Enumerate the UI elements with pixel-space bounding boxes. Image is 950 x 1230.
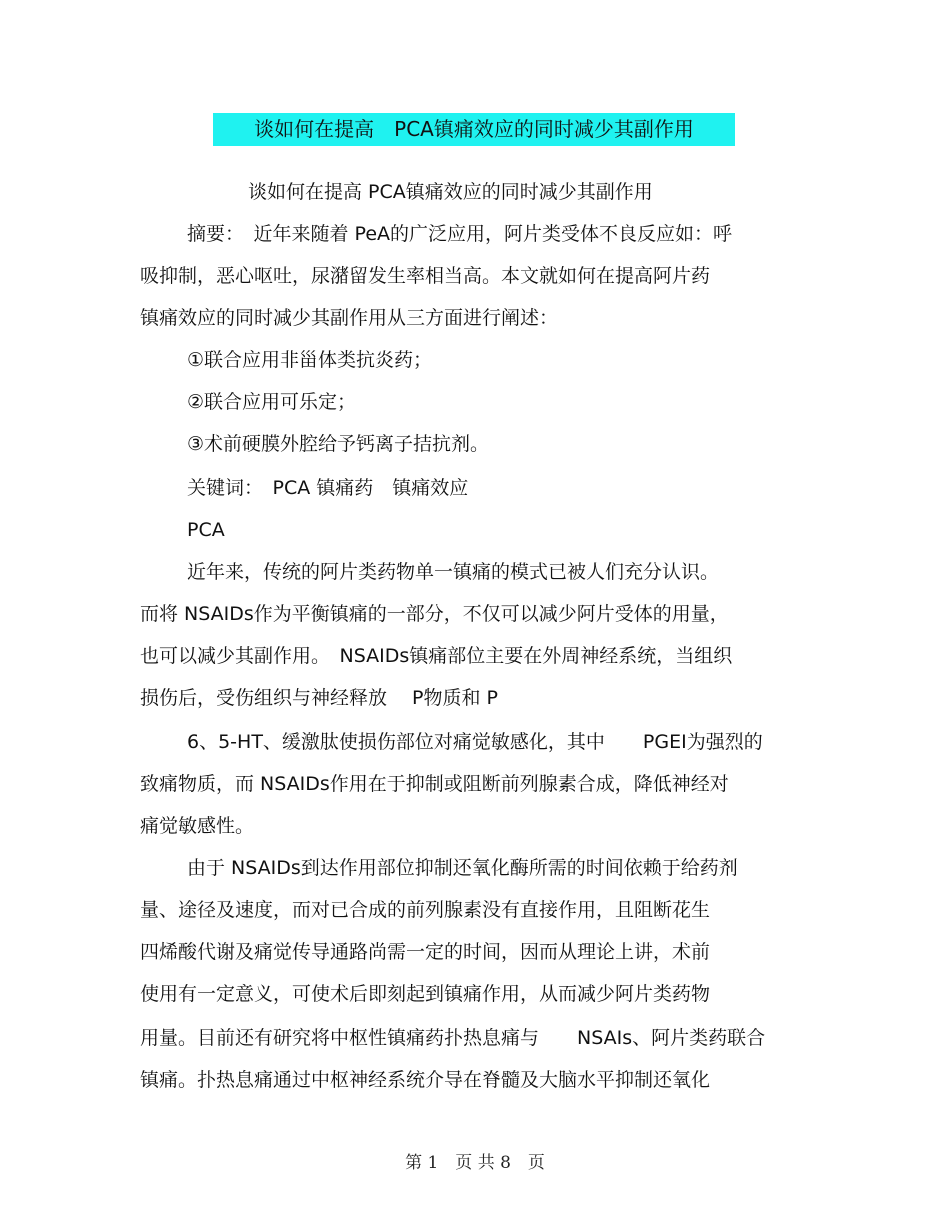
section-heading: PCA	[187, 519, 225, 541]
body-line: 痛觉敏感性。	[140, 815, 255, 837]
body-line: 四烯酸代谢及痛觉传导通路尚需一定的时间，因而从理论上讲，术前	[140, 941, 711, 963]
highlighted-title: 谈如何在提高 PCA镇痛效应的同时减少其副作用	[213, 113, 735, 146]
body-line: 用量。目前还有研究将中枢性镇痛药扑热息痛与 NSAIs、阿片类药联合	[140, 1027, 766, 1049]
body-line: 致痛物质，而 NSAIDs作用在于抑制或阻断前列腺素合成，降低神经对	[140, 773, 729, 795]
page-number: 第 1 页 共 8 页	[405, 1153, 545, 1173]
list-item: ②联合应用可乐定；	[187, 391, 357, 413]
subtitle-line: 谈如何在提高 PCA镇痛效应的同时减少其副作用	[248, 181, 653, 203]
body-line: 使用有一定意义，可使术后即刻起到镇痛作用，从而减少阿片类药物	[140, 983, 711, 1005]
body-line: 6、5-HT、缓激肽使损伤部位对痛觉敏感化，其中 PGEI为强烈的	[187, 731, 763, 753]
abstract-line: 摘要： 近年来随着 PeA的广泛应用，阿片类受体不良反应如：呼	[187, 223, 733, 245]
body-line: 镇痛。扑热息痛通过中枢神经系统介导在脊髓及大脑水平抑制还氧化	[140, 1069, 711, 1091]
body-line: 而将 NSAIDs作为平衡镇痛的一部分，不仅可以减少阿片受体的用量，	[140, 603, 729, 625]
abstract-line: 吸抑制，恶心呕吐，尿潴留发生率相当高。本文就如何在提高阿片药	[140, 265, 711, 287]
abstract-line: 镇痛效应的同时减少其副作用从三方面进行阐述：	[140, 307, 559, 329]
body-line: 量、途径及速度，而对已合成的前列腺素没有直接作用，且阻断花生	[140, 899, 711, 921]
body-line: 近年来，传统的阿片类药物单一镇痛的模式已被人们充分认识。	[187, 561, 720, 583]
keywords-line: 关键词： PCA 镇痛药 镇痛效应	[187, 477, 469, 499]
list-item: ③术前硬膜外腔给予钙离子拮抗剂。	[187, 433, 490, 455]
list-item: ①联合应用非甾体类抗炎药；	[187, 349, 433, 371]
body-line: 也可以减少其副作用。 NSAIDs镇痛部位主要在外周神经系统，当组织	[140, 645, 733, 667]
body-line: 损伤后，受伤组织与神经释放 P物质和 P	[140, 687, 498, 709]
body-line: 由于 NSAIDs到达作用部位抑制还氧化酶所需的时间依赖于给药剂	[187, 857, 738, 879]
